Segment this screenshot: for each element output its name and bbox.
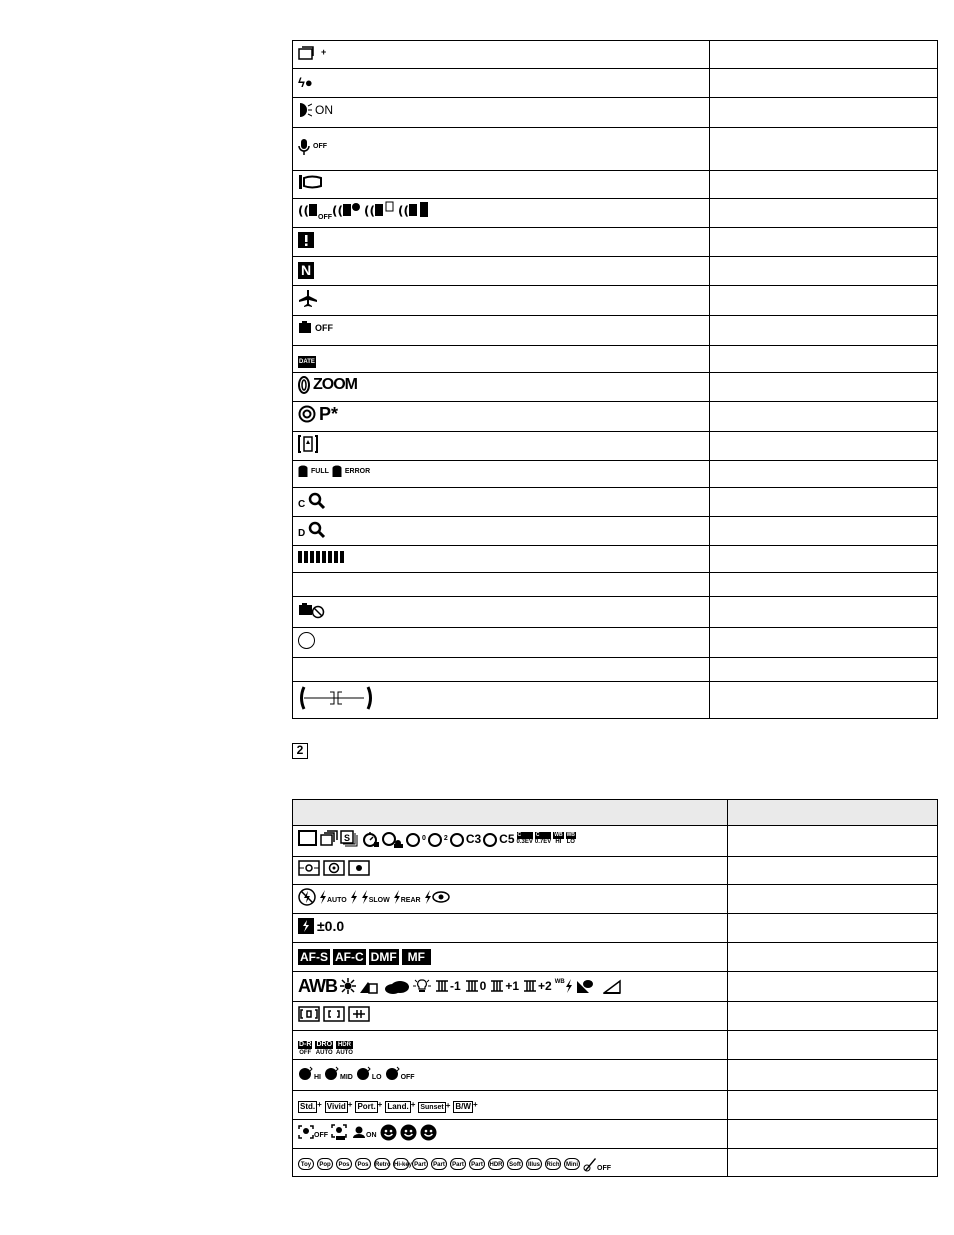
description-cell <box>710 488 938 517</box>
description-cell <box>728 1120 938 1149</box>
table-row <box>293 943 938 972</box>
icon-cell <box>293 1031 728 1060</box>
af-area-bracket-icon <box>298 685 374 711</box>
section-2-icon: 2 <box>292 743 308 759</box>
svg-text:S: S <box>344 833 351 844</box>
spot-circle-icon <box>298 632 315 649</box>
icon-cell <box>293 857 728 885</box>
table-row <box>293 546 938 573</box>
table-row <box>293 1120 938 1149</box>
table-row <box>293 658 938 682</box>
icon-cell <box>293 316 710 346</box>
icon-cell <box>293 128 710 171</box>
description-cell <box>710 286 938 316</box>
flash-charging-icon: ϟ● <box>298 75 313 90</box>
digital-zoom-icon: D <box>298 521 326 539</box>
steadyshot-icon <box>298 201 434 221</box>
table-row <box>293 597 938 628</box>
icon-cell <box>293 98 710 128</box>
table-row <box>293 171 938 199</box>
table-row <box>293 1149 938 1177</box>
svg-text:OFF: OFF <box>318 213 332 221</box>
level-bars-icon <box>298 551 348 563</box>
description-cell <box>710 658 938 682</box>
table-row <box>293 628 938 658</box>
icon-cell <box>293 286 710 316</box>
icon-cell <box>293 402 710 432</box>
description-cell <box>710 316 938 346</box>
description-cell <box>728 914 938 943</box>
focus-area-icons <box>298 1006 370 1022</box>
table-row <box>293 885 938 914</box>
icon-cell <box>293 1060 728 1091</box>
description-cell <box>710 461 938 488</box>
icon-cell <box>293 943 728 972</box>
icon-cell <box>293 69 710 98</box>
description-cell <box>728 1060 938 1091</box>
svg-text:((: (( <box>364 203 375 218</box>
program-shift-icon: P* <box>298 405 338 423</box>
description-cell <box>710 682 938 719</box>
table-row <box>293 41 938 69</box>
microphone-off-icon: OFF <box>298 138 327 156</box>
table-row <box>293 682 938 719</box>
description-cell <box>710 199 938 228</box>
nfc-icon: N <box>298 262 314 279</box>
table-row <box>293 972 938 1002</box>
dro-hdr-icons: D-R OFF DRO AUTO HDR AUTO <box>299 1041 353 1056</box>
table-row <box>293 1002 938 1031</box>
description-cell <box>710 69 938 98</box>
icon-cell <box>293 1120 728 1149</box>
table-row <box>293 373 938 402</box>
header-cell <box>293 800 728 826</box>
picture-effect-icons: Toy Pop Pos Pos Retro Hi-key Part Part Part Part HDR Soft Illus Rich Mini OFF <box>298 1156 611 1172</box>
description-cell <box>710 373 938 402</box>
icon-cell <box>293 658 710 682</box>
description-cell <box>728 943 938 972</box>
warning-icon <box>298 232 314 248</box>
table-row <box>293 857 938 885</box>
table-row <box>293 128 938 171</box>
description-cell <box>710 402 938 432</box>
description-cell <box>728 826 938 857</box>
table-row <box>293 316 938 346</box>
svg-text:((: (( <box>332 203 343 218</box>
zoom-icon: ZOOM <box>298 376 357 394</box>
table-row <box>293 1060 938 1091</box>
table-header-row <box>293 800 938 826</box>
icon-cell <box>293 373 710 402</box>
description-cell <box>728 1091 938 1120</box>
database-icon: FULL ERROR <box>298 465 370 479</box>
icon-cell <box>293 171 710 199</box>
description-cell <box>710 517 938 546</box>
face-detection-icons: OFF ON <box>298 1124 437 1141</box>
header-cell <box>728 800 938 826</box>
table-row <box>293 199 938 228</box>
icon-cell <box>293 628 710 658</box>
description-cell <box>710 432 938 461</box>
icon-table-2 <box>292 799 938 1177</box>
svg-text:((: (( <box>398 203 409 218</box>
icon-cell <box>293 228 710 257</box>
description-cell <box>710 573 938 597</box>
description-cell <box>728 972 938 1002</box>
metering-icons <box>298 860 370 876</box>
description-cell <box>710 171 938 199</box>
flash-mode-icons: AUTO SLOW REAR <box>298 888 450 906</box>
icon-cell <box>293 461 710 488</box>
table-row <box>293 228 938 257</box>
icon-cell <box>293 199 710 228</box>
icon-cell <box>293 972 728 1002</box>
description-cell <box>728 885 938 914</box>
table-row <box>293 488 938 517</box>
table-row <box>293 1091 938 1120</box>
description-cell <box>710 41 938 69</box>
description-cell <box>710 346 938 373</box>
description-cell <box>710 628 938 658</box>
icon-cell <box>293 546 710 573</box>
af-illuminator-icon: ON <box>298 102 333 118</box>
table-row <box>293 257 938 286</box>
table-row <box>293 98 938 128</box>
description-cell <box>710 597 938 628</box>
wind-noise-icon <box>298 174 322 190</box>
description-cell <box>710 98 938 128</box>
icon-cell <box>293 488 710 517</box>
orientation-icon <box>298 435 318 453</box>
table-row <box>293 461 938 488</box>
soft-skin-icons: HI MID LO OFF <box>298 1065 415 1081</box>
continuous-shooting-icon: + <box>298 44 326 60</box>
table-row <box>293 346 938 373</box>
table-row <box>293 914 938 943</box>
icon-cell <box>293 1091 728 1120</box>
icon-cell <box>293 517 710 546</box>
flash-compensation-icon: ±0.0 <box>298 918 344 934</box>
icon-cell <box>293 1002 728 1031</box>
description-cell <box>728 1149 938 1177</box>
icon-cell <box>293 826 728 857</box>
table-row <box>293 1031 938 1060</box>
date-imprint-icon: DATE <box>298 356 316 368</box>
icon-cell <box>293 346 710 373</box>
table-row <box>293 517 938 546</box>
description-cell <box>728 1031 938 1060</box>
icon-cell <box>293 1149 728 1177</box>
no-shooting-icon <box>298 601 326 619</box>
table-row <box>293 286 938 316</box>
icon-cell <box>293 597 710 628</box>
icon-cell <box>293 257 710 286</box>
airplane-mode-icon <box>298 289 318 307</box>
description-cell <box>728 1002 938 1031</box>
description-cell <box>710 128 938 171</box>
focus-mode-icons: AF-S AF-C DMF MF <box>298 949 431 965</box>
icon-cell <box>293 573 710 597</box>
overheat-icon: OFF <box>298 320 333 336</box>
icon-cell <box>293 41 710 69</box>
white-balance-icons: AWB -1 0 +1 +2 WB <box>298 977 621 995</box>
table-row <box>293 69 938 98</box>
icon-cell <box>293 914 728 943</box>
icon-cell <box>293 682 710 719</box>
description-cell <box>710 228 938 257</box>
table-row <box>293 573 938 597</box>
icon-cell <box>293 885 728 914</box>
description-cell <box>710 257 938 286</box>
svg-text:((: (( <box>298 203 309 218</box>
table-row <box>293 402 938 432</box>
table-row <box>293 432 938 461</box>
table-row <box>293 826 938 857</box>
description-cell <box>728 857 938 885</box>
clear-image-zoom-icon: C <box>298 492 326 510</box>
drive-mode-icons: S 0 2 C3 C5 C 0.3EV C 0.7EV WB HI WB LO <box>298 830 576 848</box>
description-cell <box>710 546 938 573</box>
icon-table-1 <box>292 40 938 719</box>
icon-cell <box>293 432 710 461</box>
creative-style-icons: Std. + Vivid + Port. + Land. + Sunset + B/W + <box>300 1100 478 1111</box>
